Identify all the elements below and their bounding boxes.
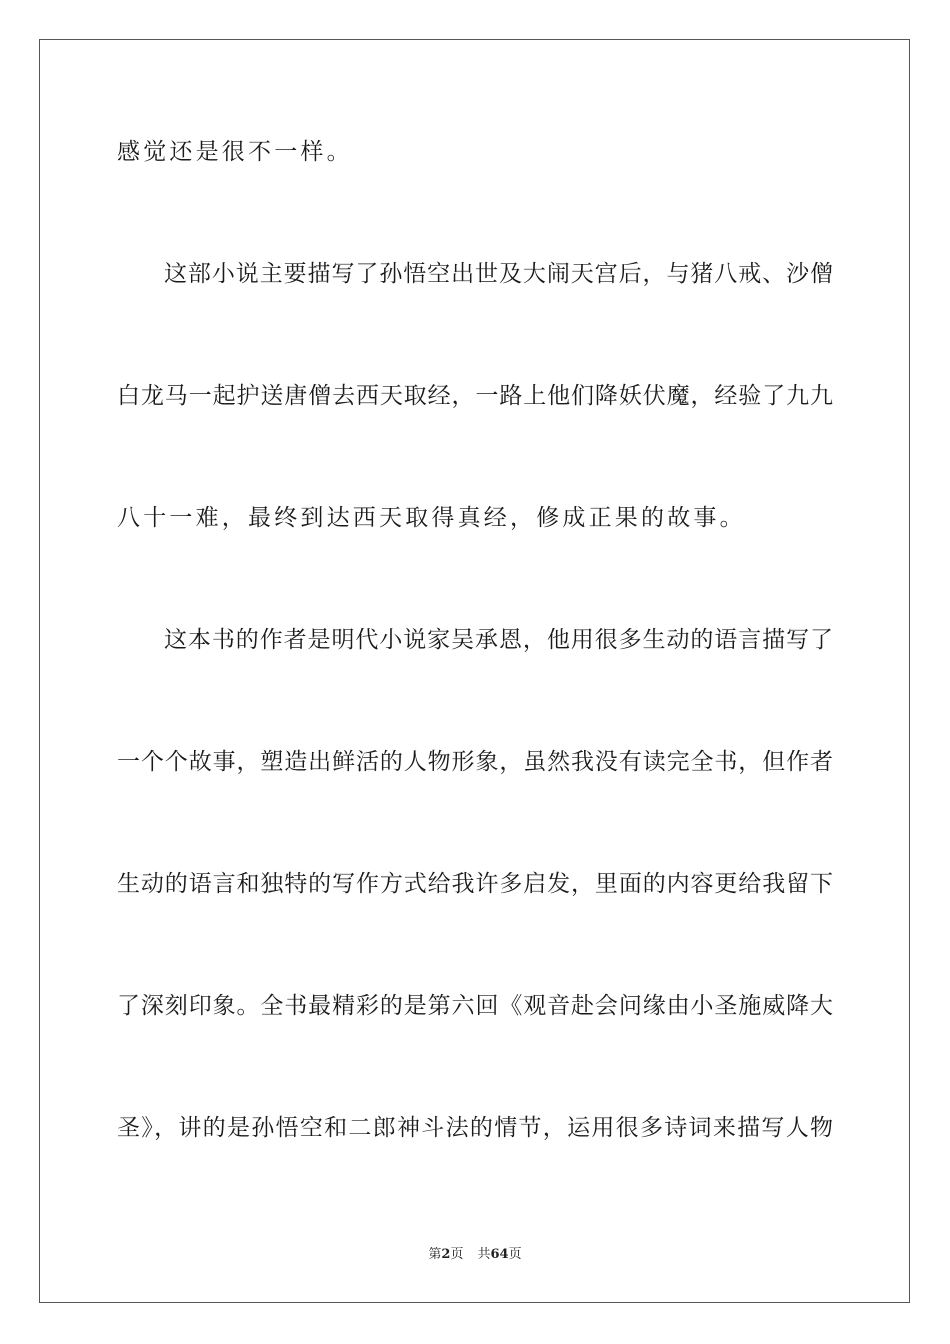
total-prefix: 共 (477, 1247, 491, 1262)
page-footer (0, 1246, 950, 1264)
page-number: 2 (441, 1247, 451, 1262)
text-line-7: 生动的语言和独特的写作方式给我许多启发，里面的内容更给我留下 (117, 871, 833, 897)
page-prefix: 第 (428, 1247, 442, 1262)
text-line-9: 圣》，讲的是孙悟空和二郎神斗法的情节，运用很多诗词来描写人物 (117, 1115, 833, 1141)
total-pages: 64 (490, 1247, 509, 1262)
text-line-2: 这部小说主要描写了孙悟空出世及大闹天宫后，与猪八戒、沙僧 (164, 261, 833, 287)
text-line-1: 感觉还是很不一样。 (117, 139, 353, 165)
text-line-6: 一个个故事，塑造出鲜活的人物形象，虽然我没有读完全书，但作者 (117, 749, 833, 775)
text-line-3: 白龙马一起护送唐僧去西天取经，一路上他们降妖伏魔，经验了九九 (117, 383, 833, 409)
page-suffix: 页 (450, 1247, 464, 1262)
text-line-8: 了深刻印象。全书最精彩的是第六回《观音赴会问缘由小圣施威降大 (117, 993, 833, 1019)
text-line-4: 八十一难，最终到达西天取得真经，修成正果的故事。 (117, 505, 746, 531)
text-line-5: 这本书的作者是明代小说家吴承恩，他用很多生动的语言描写了 (164, 627, 833, 653)
total-suffix: 页 (508, 1247, 522, 1262)
